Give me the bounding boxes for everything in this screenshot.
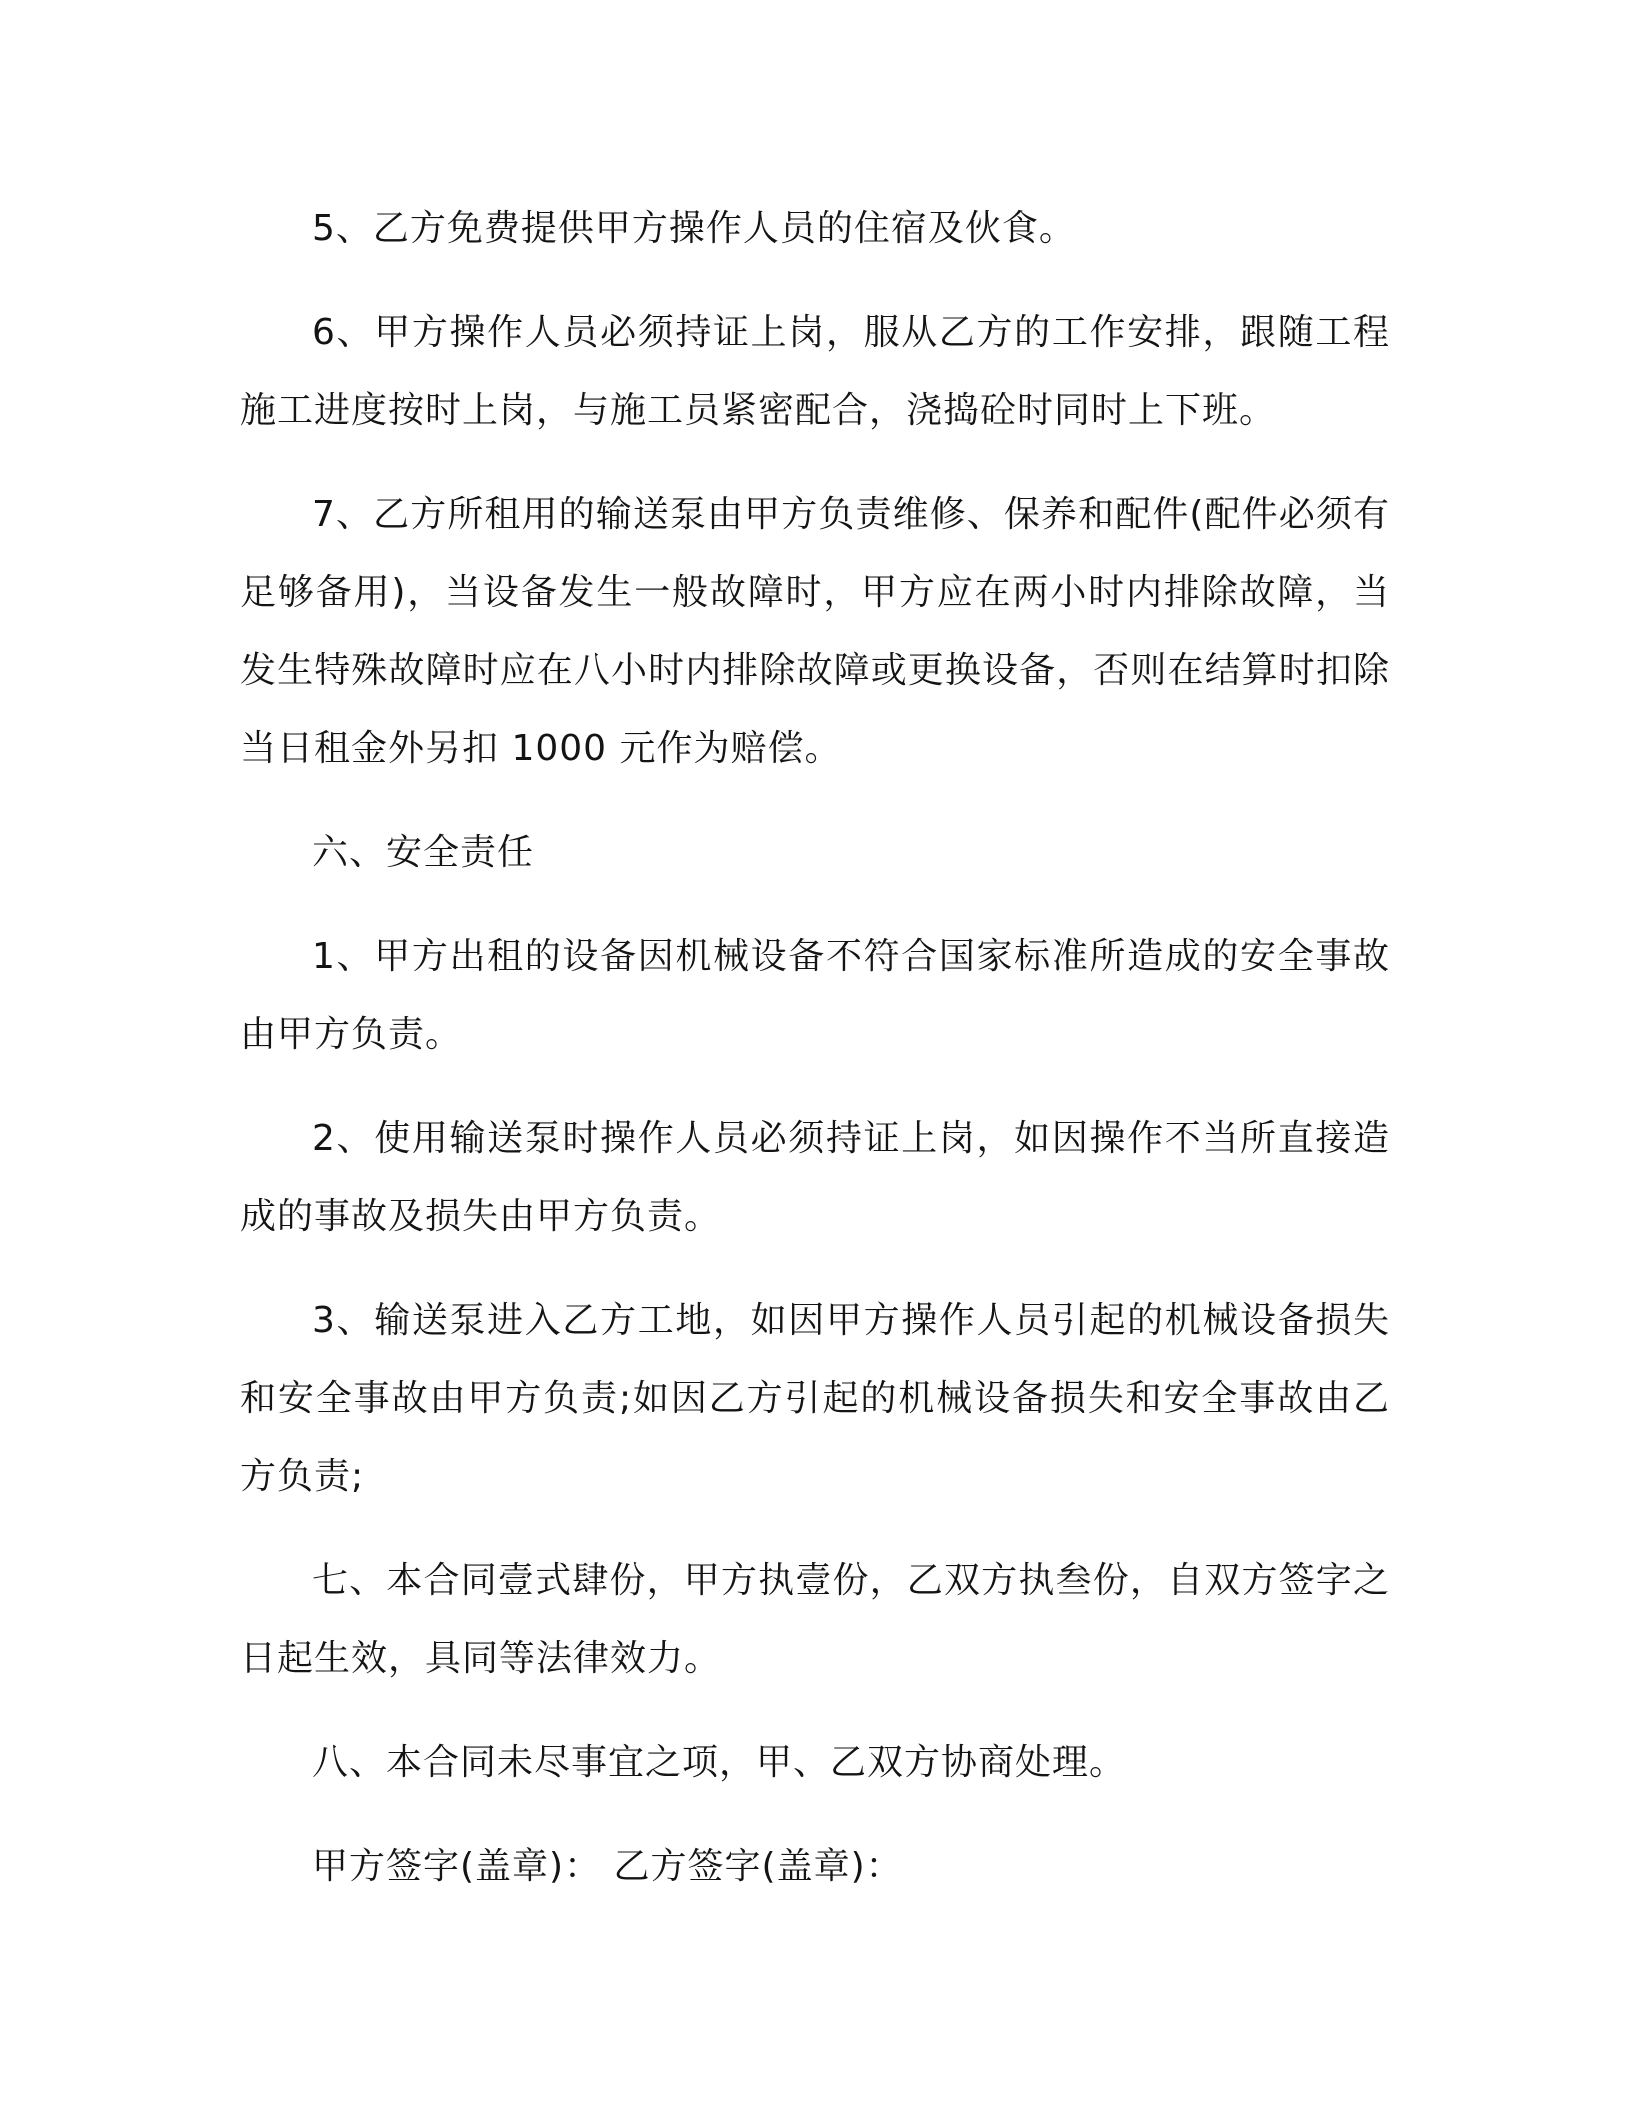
clause-7-maintenance: 7、乙方所租用的输送泵由甲方负责维修、保养和配件(配件必须有足够备用)，当设备发生一般故障时，甲方应在两小时内排除故障，当发生特殊故障时应在八小时内排除故障或更换设备，否则在结算时扣除当日租金外另扣 1000 元作为赔偿。: [240, 494, 1390, 769]
section-heading-safety: 六、安全责任: [312, 832, 535, 873]
clause-6-operator-duties: 6、甲方操作人员必须持证上岗，服从乙方的工作安排，跟随工程施工进度按时上岗，与施工员紧密配合，浇捣砼时同时上下班。: [240, 312, 1390, 431]
signature-line: 甲方签字(盖章)： 乙方签字(盖章)：: [312, 1846, 903, 1887]
safety-clause-2: 2、使用输送泵时操作人员必须持证上岗，如因操作不当所直接造成的事故及损失由甲方负责。: [240, 1118, 1390, 1237]
contract-body: [240, 190, 1390, 1932]
safety-clause-1: 1、甲方出租的设备因机械设备不符合国家标准所造成的安全事故由甲方负责。: [240, 936, 1390, 1055]
section-seven-copies: 七、本合同壹式肆份，甲方执壹份，乙双方执叁份，自双方签字之日起生效，具同等法律效力。: [240, 1560, 1390, 1679]
section-eight-unresolved: 八、本合同未尽事宜之项，甲、乙双方协商处理。: [312, 1742, 1127, 1783]
clause-5-accommodation: 5、乙方免费提供甲方操作人员的住宿及伙食。: [312, 208, 1076, 249]
safety-clause-3: 3、输送泵进入乙方工地，如因甲方操作人员引起的机械设备损失和安全事故由甲方负责;如因乙方引起的机械设备损失和安全事故由乙方负责;: [240, 1300, 1390, 1497]
